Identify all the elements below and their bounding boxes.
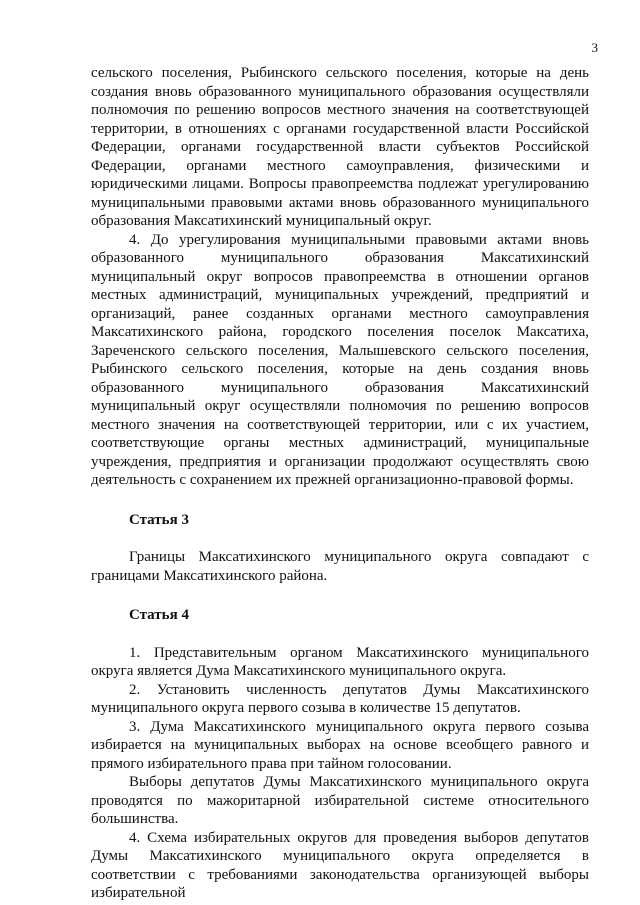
- paragraph-article4-item3: 3. Дума Максатихинского муниципального округа первого созыва избирается на муниципальных выборах на основе всеобщего равного и прямого избирательного права при тайном голосовании.: [91, 718, 589, 772]
- paragraph-article4-item4: 4. Схема избирательных округов для проведения выборов депутатов Думы Максатихинского муниципального округа определяется в соответствии с требованиями законодательства организующей выборы избирательной: [91, 829, 589, 901]
- page-number: 3: [591, 40, 598, 55]
- paragraph-article4-elections: Выборы депутатов Думы Максатихинского муниципального округа проводятся по мажоритарной избирательной системе относительного большинства.: [91, 774, 589, 827]
- paragraph-article2-item4: 4. До урегулирования муниципальными правовыми актами вновь образованного муниципального образования Максатихинский муниципальный округ вопросов правопреемства в отношении органов местных администраций, муниципальных учреждений, предприятий и организаций, ранее созданных органами местного самоуправления Максатихинского района, городского поселения поселок Максатиха, Зареченского сельского поселения, Малышевского сельского поселения, Рыбинского сельского поселения, которые на день создания вновь образованного муниципального образования Максатихинский муниципальный округ осуществляли полномочия по решению вопросов местного значения на соответствующей территории, или с их участием, соответствующие органы местных администраций, муниципальные учреждения, предприятия и организации продолжают осуществлять свою деятельность с сохранением их прежней организационно-правовой формы.: [91, 231, 589, 488]
- paragraph-article2-continuation: сельского поселения, Рыбинского сельского поселения, которые на день создания вновь образованного муниципального образования осуществляли полномочия по решению вопросов местного значения на соответствующей территории, в отношениях с органами государственной власти Российской Федерации, органами государственной власти субъектов Российской Федерации, органами местного самоуправления, физическими и юридическими лицами. Вопросы правопреемства подлежат урегулированию муниципальными правовыми актами вновь образованного муниципального образования Максатихинский муниципальный округ.: [91, 65, 589, 229]
- heading-article-4: Статья 4: [129, 607, 189, 623]
- document-body: [91, 64, 589, 903]
- heading-article-3: Статья 3: [129, 511, 189, 528]
- paragraph-article4-item1: 1. Представительным органом Максатихинского муниципального округа является Дума Максатихинского муниципального округа.: [91, 644, 589, 679]
- paragraph-article3-boundaries: Границы Максатихинского муниципального округа совпадают с границами Максатихинского района.: [91, 549, 589, 584]
- paragraph-article4-item2: 2. Установить численность депутатов Думы Максатихинского муниципального округа первого созыва в количестве 15 депутатов.: [91, 681, 589, 716]
